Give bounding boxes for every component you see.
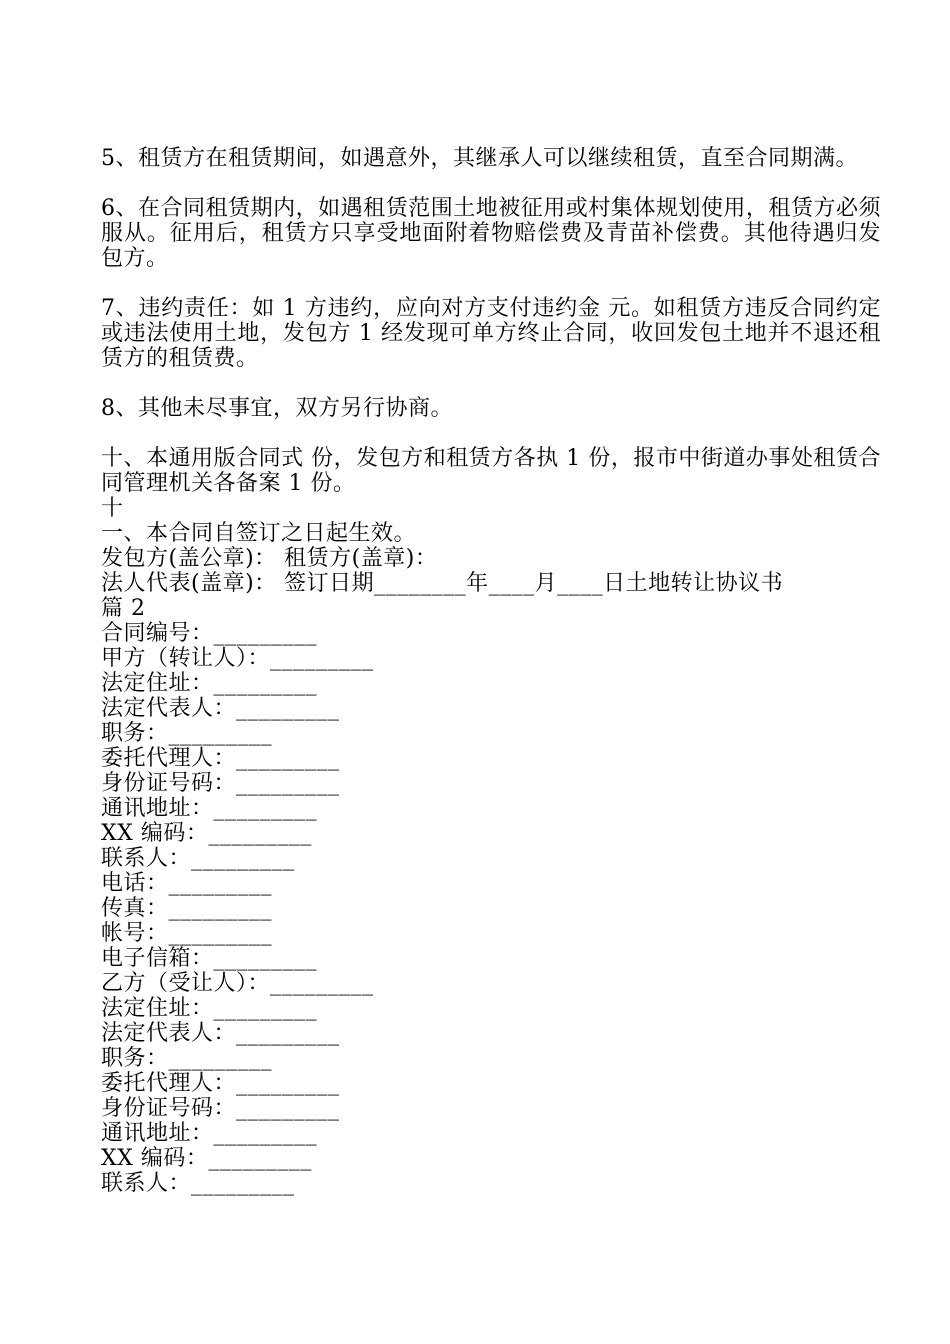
contract-lines [101, 496, 881, 1196]
contract-line: 甲方（转让人）：_________ [101, 646, 374, 671]
contract-line: 委托代理人：_________ [101, 746, 340, 771]
contract-line: 传真：_________ [101, 896, 273, 921]
contract-line: 身份证号码：_________ [101, 1096, 340, 1121]
contract-line: 十 [101, 496, 124, 521]
contract-line: 帐号：_________ [101, 921, 273, 946]
contract-line: 职务：_________ [101, 721, 273, 746]
contract-line: 法定住址：_________ [101, 671, 318, 696]
contract-line: 乙方（受让人）：_________ [101, 971, 374, 996]
contract-line: 联系人：_________ [101, 846, 295, 871]
clause-10: 十、本通用版合同式 份，发包方和租赁方各执 1 份，报市中街道办事处租赁合同管理机关各备案 1 份。 [101, 446, 881, 496]
contract-line: 通讯地址：_________ [101, 796, 318, 821]
spacer [101, 421, 881, 446]
contract-line: 一、本合同自签订之日起生效。 [101, 521, 417, 546]
contract-line: 篇 2 [101, 596, 146, 621]
document-page [101, 146, 881, 1196]
contract-line: 联系人：_________ [101, 1171, 295, 1196]
contract-line: 法人代表(盖章)： 签订日期________年____月____日土地转让协议书 [101, 571, 784, 596]
contract-line: XX 编码：_________ [101, 821, 312, 846]
contract-line: 电子信箱：_________ [101, 946, 318, 971]
spacer [101, 371, 881, 396]
contract-line: 电话：_________ [101, 871, 273, 896]
contract-line: 发包方(盖公章)： 租赁方(盖章)： [101, 546, 438, 571]
contract-line: 通讯地址：_________ [101, 1121, 318, 1146]
contract-line: 法定住址：_________ [101, 996, 318, 1021]
contract-line: 合同编号：_________ [101, 621, 318, 646]
contract-line: 身份证号码：_________ [101, 771, 340, 796]
spacer [101, 171, 881, 196]
contract-line: 法定代表人：_________ [101, 696, 340, 721]
clause-5: 5、租赁方在租赁期间，如遇意外，其继承人可以继续租赁，直至合同期满。 [101, 146, 858, 171]
contract-line: XX 编码：_________ [101, 1146, 312, 1171]
clause-7: 7、违约责任：如 1 方违约，应向对方支付违约金 元。如租赁方违反合同约定或违法使用土地，发包方 1 经发现可单方终止合同，收回发包土地并不退还租赁方的租赁费。 [101, 296, 881, 371]
contract-line: 法定代表人：_________ [101, 1021, 340, 1046]
clause-8: 8、其他未尽事宜，双方另行协商。 [101, 396, 453, 421]
contract-line: 委托代理人：_________ [101, 1071, 340, 1096]
contract-line: 职务：_________ [101, 1046, 273, 1071]
clause-6: 6、在合同租赁期内，如遇租赁范围土地被征用或村集体规划使用，租赁方必须服从。征用后，租赁方只享受地面附着物赔偿费及青苗补偿费。其他待遇归发包方。 [101, 196, 881, 271]
spacer [101, 271, 881, 296]
